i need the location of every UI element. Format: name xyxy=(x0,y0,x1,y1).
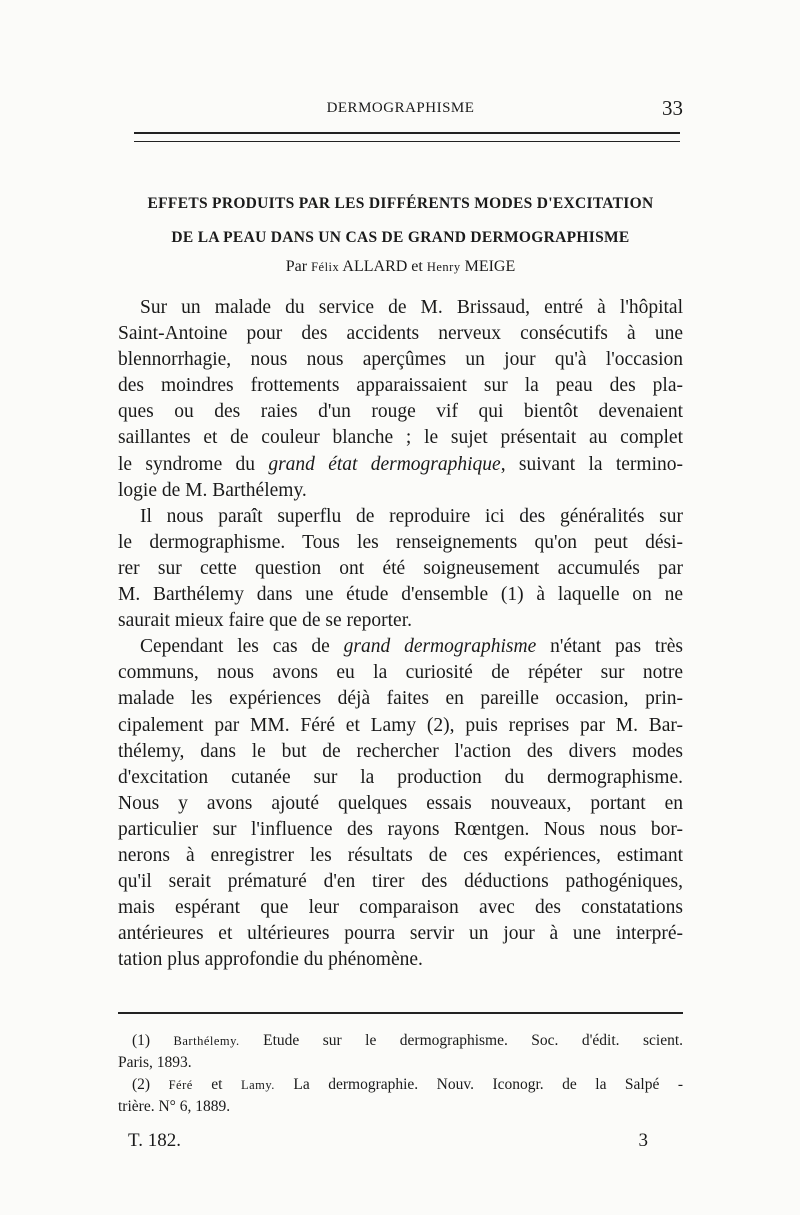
running-title: DERMOGRAPHISME xyxy=(326,100,475,116)
text-line: malade les expériences déjà faites en pareille occasion, prin- xyxy=(118,688,683,710)
footnote-1 xyxy=(118,1030,683,1052)
text-line: cipalement par MM. Féré et Lamy (2), puis reprises par M. Bar- xyxy=(118,714,683,736)
footnote-text: Etude sur le dermographisme. Soc. d'édit. scient. xyxy=(263,1032,684,1049)
text-line: rer sur cette question ont été soigneusement accumulés par xyxy=(118,557,683,579)
text-line: d'excitation cutanée sur la production du dermographisme. xyxy=(118,766,683,788)
author2-last: MEIGE xyxy=(464,258,516,275)
footnote-2-continued: trière. N° 6, 1889. xyxy=(118,1098,231,1115)
footnote-1-continued: Paris, 1893. xyxy=(118,1054,192,1071)
text-line: qu'il serait prématuré d'en tirer des déductions pathogéniques, xyxy=(118,871,683,893)
text-line: Il nous paraît superflu de reproduire ici des généralités sur xyxy=(140,505,683,527)
body-text xyxy=(118,295,683,973)
footnote-mark: (1) xyxy=(132,1032,151,1049)
byline-and: et xyxy=(411,258,423,275)
signature-mark: 3 xyxy=(638,1130,648,1151)
printer-signature xyxy=(118,1130,683,1156)
text-fragment: , suivant la termino- xyxy=(500,453,683,475)
running-head xyxy=(118,96,683,124)
signature-volume: T. 182. xyxy=(128,1130,181,1151)
footnotes xyxy=(118,1030,683,1118)
text-line: M. Barthélemy dans une étude d'ensemble (1) à laquelle on ne xyxy=(118,584,683,606)
text-line: saurait mieux faire que de se reporter. xyxy=(118,610,412,632)
text-fragment: n'étant pas très xyxy=(550,636,684,658)
italic-term: grand état dermographique xyxy=(268,453,501,475)
text-line: logie de M. Barthélemy. xyxy=(118,479,307,501)
footnote-text: La dermographie. Nouv. Iconogr. de la Salpé - xyxy=(293,1076,684,1093)
text-line-mixed xyxy=(118,452,683,478)
footnote-author: Barthélemy. xyxy=(173,1034,240,1048)
article-title xyxy=(118,187,683,255)
byline xyxy=(118,258,683,276)
text-line: tation plus approfondie du phénomène. xyxy=(118,949,423,971)
footnote-author: Féré xyxy=(168,1078,193,1092)
text-fragment: Cependant les cas de xyxy=(140,636,330,658)
author1-last: ALLARD xyxy=(342,258,408,275)
text-line: Sur un malade du service de M. Brissaud, entré à l'hôpital xyxy=(140,297,683,318)
title-line-1: EFFETS PRODUITS PAR LES DIFFÉRENTS MODES D'EXCITATION xyxy=(147,195,654,212)
text-line: saillantes et de couleur blanche ; le sujet présentait au complet xyxy=(118,427,683,449)
paragraph-2 xyxy=(118,504,683,634)
paragraph-1 xyxy=(118,295,683,504)
footnote-and: et xyxy=(211,1076,223,1093)
footnote-mark: (2) xyxy=(132,1076,151,1093)
title-line-2: DE LA PEAU DANS UN CAS DE GRAND DERMOGRAPHISME xyxy=(171,229,630,246)
text-line: Saint-Antoine pour des accidents nerveux consécutifs à une xyxy=(118,323,683,345)
byline-par: Par xyxy=(285,258,308,275)
text-line: nerons à enregistrer les résultats de ces expériences, estimant xyxy=(118,844,683,866)
paragraph-3 xyxy=(118,634,683,973)
text-fragment: le syndrome du xyxy=(118,453,256,475)
text-line: des moindres frottements apparaissaient sur la peau des pla- xyxy=(118,375,683,397)
italic-term: grand dermographisme xyxy=(343,636,537,658)
footnote-author: Lamy. xyxy=(240,1078,275,1092)
text-line: Nous y avons ajouté quelques essais nouveaux, portant en xyxy=(118,792,683,814)
text-line: antérieures et ultérieures pourra servir un jour à une interpré- xyxy=(118,923,683,945)
text-line: thélemy, dans le but de rechercher l'action des divers modes xyxy=(118,740,683,762)
text-line: mais espérant que leur comparaison avec des constatations xyxy=(118,897,683,919)
footnote-2 xyxy=(118,1074,683,1096)
author1-first: Félix xyxy=(311,260,340,274)
text-line: le dermographisme. Tous les renseignements qu'on peut dési- xyxy=(118,531,683,553)
text-line: communs, nous avons eu la curiosité de répéter sur notre xyxy=(118,662,683,684)
text-line: ques ou des raies d'un rouge vif qui bientôt devenaient xyxy=(118,401,683,423)
author2-first: Henry xyxy=(426,260,461,274)
header-double-rule xyxy=(134,132,680,142)
text-line: particulier sur l'influence des rayons Rœntgen. Nous nous bor- xyxy=(118,818,683,840)
text-line-mixed xyxy=(118,634,683,660)
page-number: 33 xyxy=(662,96,683,120)
footnote-rule xyxy=(118,1012,683,1014)
text-line: blennorrhagie, nous nous aperçûmes un jour qu'à l'occasion xyxy=(118,349,683,371)
